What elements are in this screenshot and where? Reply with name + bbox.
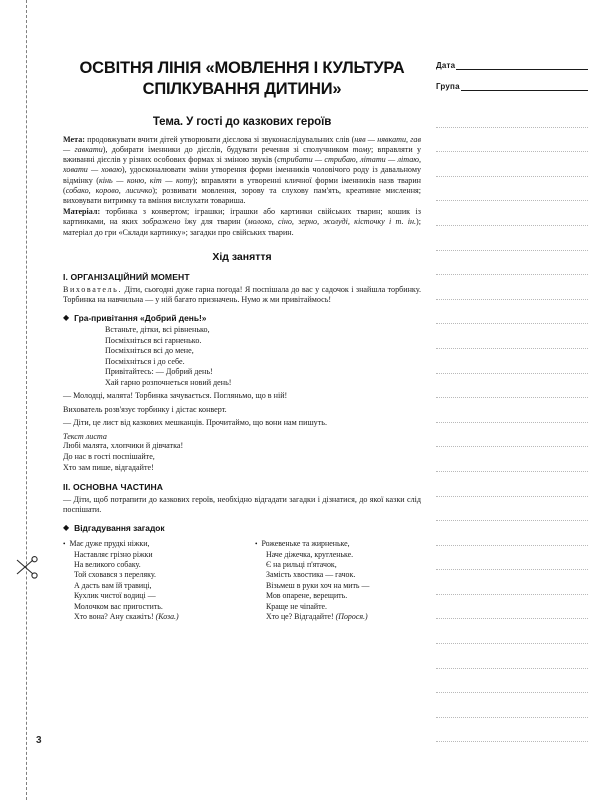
note-line[interactable] <box>436 201 588 226</box>
note-line[interactable] <box>436 374 588 399</box>
verse-line: Посміхніться всі до мене, <box>105 346 194 356</box>
verse-line: Хай гарно розпочнеться новий день! <box>105 377 232 387</box>
activity-heading-row <box>63 523 421 534</box>
page-title <box>63 58 421 100</box>
game-title: Гра-привітання «Добрий день!» <box>74 312 207 323</box>
speaker-label: Вихователь. <box>63 284 123 294</box>
note-line[interactable] <box>436 570 588 595</box>
diamond-bullet-icon-2: ◆ <box>63 522 70 532</box>
materials-paragraph <box>63 207 421 238</box>
note-line[interactable] <box>436 693 588 718</box>
note-line[interactable] <box>436 349 588 374</box>
note-line[interactable] <box>436 324 588 349</box>
dot-bullet-icon: • <box>255 540 258 549</box>
riddle-line-text: Той сховався з переляку. <box>74 570 156 580</box>
note-line[interactable] <box>436 447 588 472</box>
verse-line: Встаньте, дітки, всі рівненько, <box>105 325 210 335</box>
riddle-line-text: На великого собаку. <box>74 560 141 570</box>
section-2-intro: — Діти, щоб потрапити до казкових героїв, необхідно відгадати загадки і дізнатися, до якої казки слід поспішати. <box>63 495 421 515</box>
note-line[interactable] <box>436 226 588 251</box>
meta-text-6: ); розвивати мовлення, зорову та слухову пам'ять, креативне мислення; виховувати витримку та вміння вислухати товариша. <box>63 185 421 205</box>
group-field-row[interactable] <box>436 81 588 91</box>
meta-italic-3: стрибати — стрибаю, літати — літаю, ховати — ховаю <box>63 155 422 175</box>
note-line[interactable] <box>436 669 588 694</box>
form-panel <box>436 60 588 742</box>
note-line[interactable] <box>436 472 588 497</box>
materials-text-1: торбинка з конвертом; іграшки; іграшки або картинки свійських тварин; кошик із картинками, на яких <box>63 207 421 227</box>
meta-text-1: продовжувати вчити дітей утворювати дієслова зі звуконаслідувальних слів ( <box>84 134 355 144</box>
course-heading: Хід заняття <box>212 250 272 263</box>
note-line[interactable] <box>436 177 588 202</box>
note-line[interactable] <box>436 152 588 177</box>
letter-line: Любі малята, хлопчики й дівчатка! <box>63 441 184 451</box>
riddle-line-text: Хто вона? Ану скажіть! (Коза.) <box>74 611 179 621</box>
riddles-columns <box>63 539 421 622</box>
dashed-cut-line <box>26 0 28 800</box>
verse-line: Посміхніться всі гарненько. <box>105 335 202 345</box>
riddle-answer: (Порося.) <box>333 611 368 621</box>
riddle-line-text: Молочком вас пригостить. <box>74 601 163 611</box>
lesson-content <box>63 58 421 622</box>
riddle-first-line <box>255 539 421 549</box>
note-line[interactable] <box>436 521 588 546</box>
section-1-speech-text: Діти, сьогодні дуже гарна погода! Я поспішала до вас у садочок і знайшла торбинку. Торбинка на навчильна — у ній багато призначень. Нумо ж ми привітаймось! <box>63 284 421 305</box>
note-line[interactable] <box>436 128 588 153</box>
riddle-line-text: Наставляє грізно ріжки <box>74 549 153 559</box>
praise-line: — Молодці, малята! Торбинка зачувається. Погляньмо, що в ній! <box>63 391 288 401</box>
note-line[interactable] <box>436 644 588 669</box>
page-number: 3 <box>36 735 42 746</box>
date-field-row[interactable] <box>436 60 588 70</box>
date-label: Дата <box>436 61 456 70</box>
note-line[interactable] <box>436 103 588 128</box>
page-title-line-1: ОСВІТНЯ ЛІНІЯ «МОВЛЕННЯ І КУЛЬТУРА <box>79 59 405 77</box>
materials-italic-2: молоко, сіно, зерно, жолуді, кісточку і т. ін. <box>247 217 417 227</box>
game-heading-row <box>63 313 421 324</box>
note-line[interactable] <box>436 275 588 300</box>
riddle-line-text: Хто це? Відгадайте! (Порося.) <box>266 611 368 621</box>
riddle-column <box>255 539 421 622</box>
note-line[interactable] <box>436 423 588 448</box>
riddle-first-line <box>63 539 229 549</box>
materials-text-3: ); матеріал до гри «Склади картинку»; загадки про свійських тварин. <box>63 217 421 237</box>
note-line[interactable] <box>436 595 588 620</box>
group-input-rule[interactable] <box>461 81 588 91</box>
meta-label: Мета: <box>63 134 85 144</box>
theme-heading: Тема. У гості до казкових героїв <box>152 115 332 128</box>
letter-lines <box>63 441 421 473</box>
letter-label: Текст листа <box>63 432 107 442</box>
note-line[interactable] <box>436 398 588 423</box>
riddle-line-text: Мов опарене, верещить. <box>266 591 348 601</box>
verse-line: Привітайтесь: — Добрий день! <box>105 367 213 377</box>
note-line[interactable] <box>436 497 588 522</box>
riddle-line-text: А дасть вам їй травиці, <box>74 580 152 590</box>
letter-line: До нас в гості поспішайте, <box>63 452 155 461</box>
meta-paragraph <box>63 135 421 207</box>
meta-text-2: ), добирати іменники до дієслів, будувати речення зі сполучником <box>102 144 353 154</box>
riddle-line-text: Наче діжечка, кругленьке. <box>266 549 354 559</box>
date-input-rule[interactable] <box>456 60 588 70</box>
meta-text-4: ), удосконалювати зміни утворення форми іменників чоловічого роду із давальному відмінку ( <box>63 165 421 185</box>
scissors-icon <box>13 556 39 582</box>
letter-line: Хто зам пише, відгадайте! <box>63 462 154 472</box>
riddle-line-text: Замість хвостика — гачок. <box>266 570 356 580</box>
section-1-heading: I. ОРГАНІЗАЦІЙНИЙ МОМЕНТ <box>63 271 190 282</box>
action-line: Вихователь розв'язує торбинку і дістає конверт. <box>63 404 227 414</box>
note-line[interactable] <box>436 251 588 276</box>
section-2-heading: II. ОСНОВНА ЧАСТИНА <box>63 482 164 493</box>
group-label: Група <box>436 82 460 91</box>
meta-text-3: ; вправляти у вживанні дієслів у різних особових формах зі зміною звуків ( <box>63 144 422 165</box>
verse-line: Посміхніться і до себе. <box>105 356 185 366</box>
note-line[interactable] <box>436 718 588 743</box>
meta-italic-1: няв — нявкати, гав — гавкати <box>63 134 421 154</box>
riddle-line-text: Має дуже прудкі ніжки, <box>69 539 150 549</box>
riddle-line-text: Візьмеш в руки хоч на мить — <box>266 580 370 590</box>
note-line[interactable] <box>436 546 588 571</box>
riddle-line-text: Кухлик чистої водиці — <box>74 591 156 601</box>
activity-title: Відгадування загадок <box>74 522 165 533</box>
meta-italic-2: тому <box>352 144 371 154</box>
meta-italic-4: кінь — коню, кіт — коту <box>99 175 193 185</box>
note-line[interactable] <box>436 300 588 325</box>
riddle-column <box>63 539 229 622</box>
dot-bullet-icon: • <box>63 540 66 549</box>
materials-label: Матеріал: <box>63 207 101 217</box>
riddle-line-text: Рожевеньке та жирненьке, <box>261 539 350 549</box>
diamond-bullet-icon: ◆ <box>63 312 70 322</box>
page-title-line-2: СПІЛКУВАННЯ ДИТИНИ» <box>142 79 342 98</box>
riddle-line-text: Є на рильці п'ятачок, <box>266 560 337 570</box>
materials-text-2: їжу для тварин ( <box>180 217 248 227</box>
materials-italic-1: зображено <box>142 217 181 227</box>
meta-italic-5: собако, корово, лисичко <box>65 185 153 195</box>
riddle-answer: (Коза.) <box>153 611 179 621</box>
letter-intro-line: — Діти, це лист від казкових мешканців. Прочитаймо, що вони нам пишуть. <box>63 418 327 428</box>
section-1-speech <box>63 285 421 306</box>
note-lines-area[interactable] <box>436 103 588 742</box>
note-line[interactable] <box>436 619 588 644</box>
game-verse <box>63 325 421 388</box>
riddle-line-text: Краще не чіпайте. <box>266 601 327 611</box>
meta-text-5: ); вправляти в утворенні кличної форми іменників назв тварин ( <box>63 175 422 195</box>
